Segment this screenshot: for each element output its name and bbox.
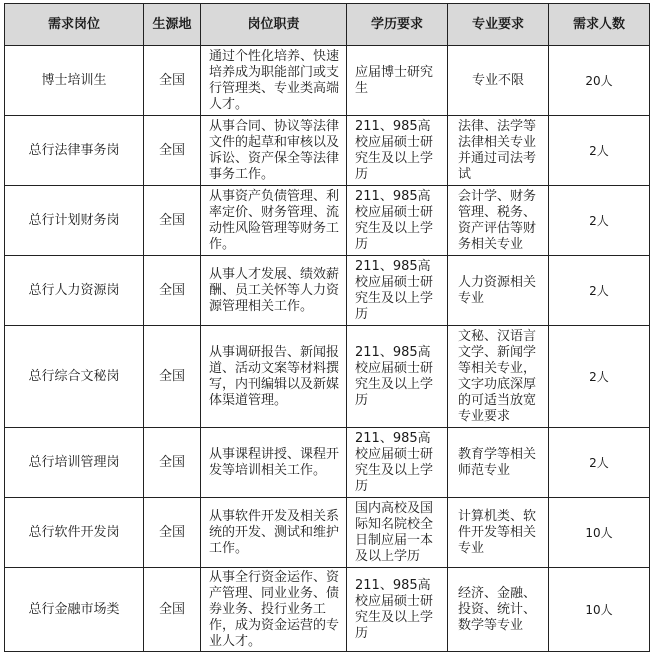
- cell-count: 2人: [549, 428, 650, 498]
- cell-position: 总行综合文秘岗: [5, 326, 144, 428]
- cell-count: 10人: [549, 568, 650, 652]
- cell-major: 法律、法学等法律相关专业并通过司法考试: [448, 116, 549, 186]
- cell-major: 专业不限: [448, 46, 549, 116]
- cell-duty: 通过个性化培养、快速培养成为职能部门或支行管理类、专业类高端人才。: [201, 46, 347, 116]
- cell-count: 2人: [549, 256, 650, 326]
- table-row: [5, 116, 650, 186]
- cell-origin: 全国: [144, 116, 201, 186]
- cell-position: 总行软件开发岗: [5, 498, 144, 568]
- cell-position: 总行金融市场类: [5, 568, 144, 652]
- table-row: [5, 498, 650, 568]
- cell-education: 应届博士研究生: [347, 46, 448, 116]
- table-row: [5, 326, 650, 428]
- table-row: [5, 46, 650, 116]
- header-count: 需求人数: [549, 4, 650, 46]
- cell-origin: 全国: [144, 326, 201, 428]
- cell-origin: 全国: [144, 46, 201, 116]
- header-position: 需求岗位: [5, 4, 144, 46]
- cell-duty: 从事资产负债管理、利率定价、财务管理、流动性风险管理等财务工作。: [201, 186, 347, 256]
- cell-major: 人力资源相关专业: [448, 256, 549, 326]
- cell-major: 教育学等相关师范专业: [448, 428, 549, 498]
- cell-count: 2人: [549, 116, 650, 186]
- cell-position: 总行人力资源岗: [5, 256, 144, 326]
- cell-major: 文秘、汉语言文学、新闻学等相关专业，文字功底深厚的可适当放宽专业要求: [448, 326, 549, 428]
- cell-education: 211、985高校应届硕士研究生及以上学历: [347, 428, 448, 498]
- table-row: [5, 568, 650, 652]
- cell-education: 211、985高校应届硕士研究生及以上学历: [347, 326, 448, 428]
- table-row: [5, 186, 650, 256]
- header-duty: 岗位职责: [201, 4, 347, 46]
- header-education: 学历要求: [347, 4, 448, 46]
- cell-position: 总行培训管理岗: [5, 428, 144, 498]
- table-row: [5, 256, 650, 326]
- header-origin: 生源地: [144, 4, 201, 46]
- cell-count: 2人: [549, 326, 650, 428]
- table-row: [5, 428, 650, 498]
- recruitment-table: [4, 3, 650, 652]
- cell-education: 211、985高校应届硕士研究生及以上学历: [347, 116, 448, 186]
- cell-origin: 全国: [144, 428, 201, 498]
- cell-origin: 全国: [144, 256, 201, 326]
- cell-position: 总行计划财务岗: [5, 186, 144, 256]
- cell-duty: 从事课程讲授、课程开发等培训相关工作。: [201, 428, 347, 498]
- cell-education: 国内高校及国际知名院校全日制应届一本及以上学历: [347, 498, 448, 568]
- header-major: 专业要求: [448, 4, 549, 46]
- cell-count: 10人: [549, 498, 650, 568]
- cell-origin: 全国: [144, 568, 201, 652]
- cell-duty: 从事合同、协议等法律文件的起草和审核以及诉讼、资产保全等法律事务工作。: [201, 116, 347, 186]
- cell-duty: 从事软件开发及相关系统的开发、测试和维护工作。: [201, 498, 347, 568]
- cell-major: 会计学、财务管理、税务、资产评估等财务相关专业: [448, 186, 549, 256]
- cell-education: 211、985高校应届硕士研究生及以上学历: [347, 256, 448, 326]
- cell-duty: 从事人才发展、绩效薪酬、员工关怀等人力资源管理相关工作。: [201, 256, 347, 326]
- cell-position: 总行法律事务岗: [5, 116, 144, 186]
- cell-count: 20人: [549, 46, 650, 116]
- cell-origin: 全国: [144, 498, 201, 568]
- cell-origin: 全国: [144, 186, 201, 256]
- cell-major: 经济、金融、投资、统计、数学等专业: [448, 568, 549, 652]
- cell-count: 2人: [549, 186, 650, 256]
- cell-education: 211、985高校应届硕士研究生及以上学历: [347, 568, 448, 652]
- cell-position: 博士培训生: [5, 46, 144, 116]
- cell-education: 211、985高校应届硕士研究生及以上学历: [347, 186, 448, 256]
- cell-major: 计算机类、软件开发等相关专业: [448, 498, 549, 568]
- cell-duty: 从事调研报告、新闻报道、活动文案等材料撰写，内刊编辑以及新媒体渠道管理。: [201, 326, 347, 428]
- header-row: [5, 4, 650, 46]
- cell-duty: 从事全行资金运作、资产管理、同业业务、债券业务、投行业务工作，成为资金运营的专业人才。: [201, 568, 347, 652]
